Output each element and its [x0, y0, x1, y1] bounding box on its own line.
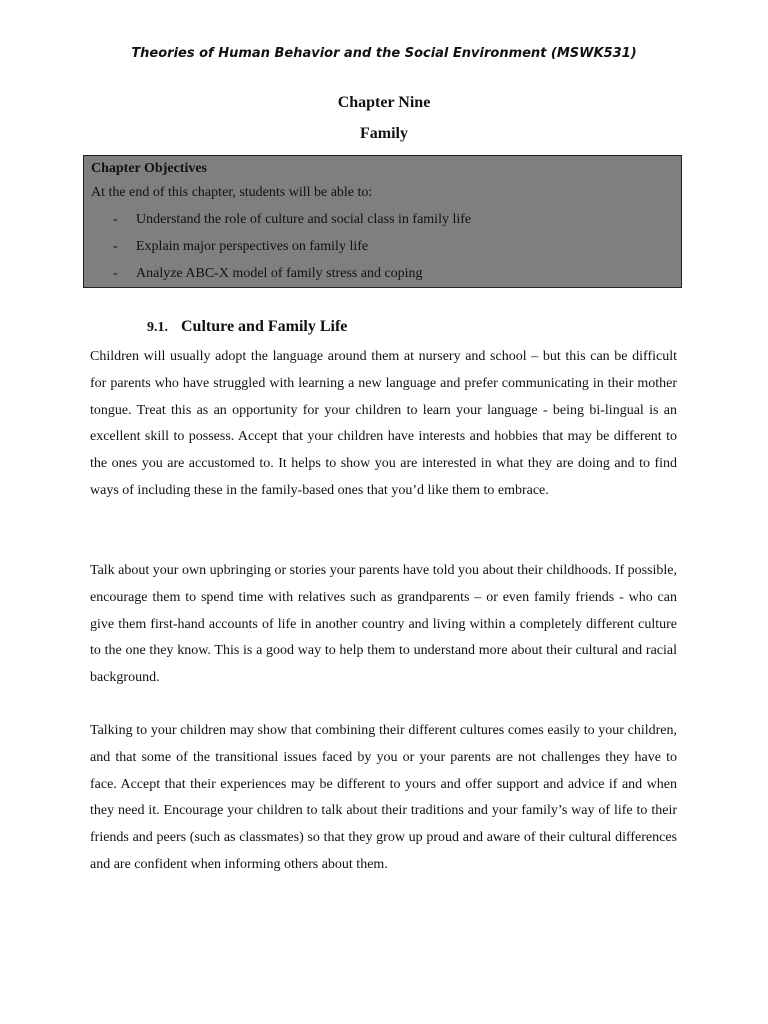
- body-paragraph: Talking to your children may show that combining their different cultures comes easily to your children, and that some of the transitional issues faced by you or your parents are not challenges they have to face. Accept that their experiences may be different to yours and offer support and advice if and when they need it. Encourage your children to talk about their traditions and your family’s way of life to their friends and peers (such as classmates) so that they grow up proud and aware of their cultural differences and are confident when informing others about them.: [90, 723, 677, 872]
- objective-item: [91, 206, 674, 233]
- objective-text: Explain major perspectives on family life: [136, 239, 369, 254]
- section-title: Culture and Family Life: [181, 318, 348, 335]
- section-number: 9.1.: [147, 320, 168, 335]
- running-header: Theories of Human Behavior and the Social Environment (MSWK531): [131, 46, 637, 61]
- list-dash: -: [113, 239, 118, 254]
- objective-item: [91, 233, 674, 260]
- objectives-title: Chapter Objectives: [91, 161, 207, 176]
- body-paragraph: Talk about your own upbringing or stories your parents have told you about their childhoods. If possible, encourage them to spend time with relatives such as grandparents – or even family friends - who can give them first-hand accounts of life in another country and living within a completely different culture to the one they know. This is a good way to help them to understand more about their cultural and racial background.: [90, 563, 677, 686]
- objective-text: Understand the role of culture and social class in family life: [136, 212, 472, 227]
- chapter-label: Chapter Nine: [337, 94, 431, 111]
- section-heading: [147, 318, 347, 336]
- body-paragraph: Children will usually adopt the language around them at nursery and school – but this can be difficult for parents who have struggled with learning a new language and prefer communicating in their mother tongue. Treat this as an opportunity for your children to learn your language - being bi-lingual is an excellent skill to possess. Accept that your children have interests and hobbies that may be different to the ones you are accustomed to. It helps to show you are interested in what they are doing and to find ways of including these in the family-based ones that you’d like them to embrace.: [90, 349, 677, 498]
- objectives-intro: At the end of this chapter, students will be able to:: [91, 185, 373, 200]
- objective-item: [91, 260, 674, 287]
- chapter-title: Family: [360, 125, 408, 142]
- objectives-list: [91, 206, 674, 287]
- chapter-objectives-box: [83, 155, 682, 288]
- list-dash: -: [113, 266, 118, 281]
- list-dash: -: [113, 212, 118, 227]
- objective-text: Analyze ABC-X model of family stress and coping: [136, 266, 423, 281]
